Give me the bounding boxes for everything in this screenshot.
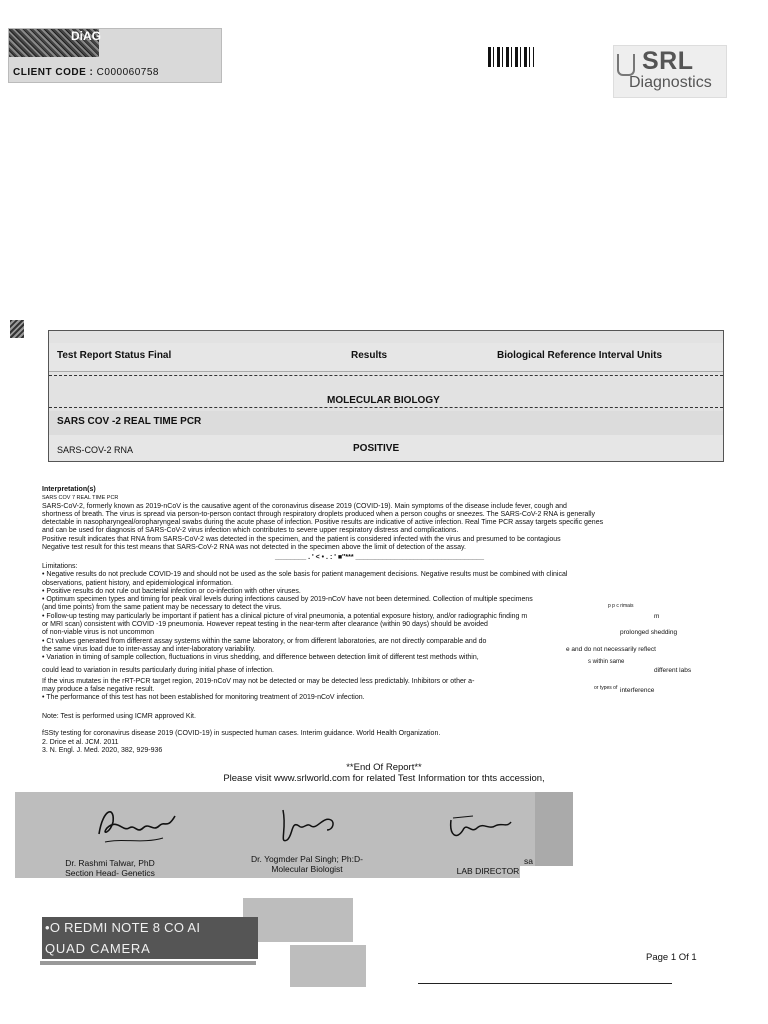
interp-line: Negative test result for this test means that SARS-CoV-2 RNA was not detected in the specimen above the limit of detection of the assay. <box>42 544 466 552</box>
qr-code-icon <box>488 47 534 67</box>
scan-fragment-text: DiAG <box>71 29 101 43</box>
col-test-status: Test Report Status Final <box>57 350 172 361</box>
side-note: different labs <box>654 666 692 674</box>
client-code-value: C000060758 <box>96 67 159 78</box>
limitation-line: or MRI scan) consistent with COVID -19 pneumonia. However repeat testing in the near-term after clearance (within 90 days) should be avoided <box>42 621 488 629</box>
limitation-line: • Variation in timing of sample collection, fluctuations in virus shedding, and difference between detection limit of different test methods within, <box>42 654 479 662</box>
client-code-strip <box>8 28 222 83</box>
references <box>42 730 440 756</box>
result-value: POSITIVE <box>353 443 400 454</box>
limitation-line: (and time points) from the same patient may be necessary to detect the virus. <box>42 604 282 612</box>
reference-item: 3. N. Engl. J. Med. 2020, 382, 929-936 <box>42 747 163 754</box>
signatory-title: LAB DIRECTOR <box>456 866 520 876</box>
limitation-line-wrap <box>42 646 717 654</box>
limitation-line-wrap <box>42 613 717 621</box>
limitation-line: may produce a false negative result. <box>42 686 155 694</box>
reference-item: 2. Drice et al. JCM. 2011 <box>42 738 119 746</box>
col-results: Results <box>351 350 388 361</box>
limitation-line: could lead to variation in results particularly during initial phase of infection. <box>42 666 274 674</box>
signatory-2 <box>227 854 387 874</box>
side-note: or types of <box>594 684 618 691</box>
limitation-line: • Optimum specimen types and timing for peak viral levels during infections caused by 2019-nCoV have not been determined. Collection of multiple specimens <box>42 596 533 604</box>
interpretation-title: Interpretation(s) <box>42 486 96 493</box>
camera-watermark <box>42 917 258 959</box>
interp-line: and can be used for diagnosis of SARS-CoV-2 virus infection which contributes to severe upper respiratory distress and complications. <box>42 527 459 535</box>
scan-artifact-icon <box>10 320 24 338</box>
limitation-line: If the virus mutates in the rRT-PCR target region, 2019-nCoV may not be detected or may be detected less predictably. Inhibitors or other a- <box>42 677 475 685</box>
signatory-1 <box>55 858 165 878</box>
limitation-line: • The performance of this test has not been established for monitoring treatment of 2019-nCoV infection. <box>42 694 365 702</box>
limitations-section <box>42 563 717 703</box>
interpretation-subtitle: SARS COV 7 REAL TIME PCR <box>42 495 119 502</box>
department-name: MOLECULAR BIOLOGY <box>327 395 440 406</box>
client-code-label: CLIENT CODE : <box>13 67 94 78</box>
side-note: p p c rimais <box>608 603 634 610</box>
limitation-line-wrap <box>42 654 717 666</box>
result-name: SARS-COV-2 RNA <box>57 445 134 455</box>
footer-rule <box>418 983 672 984</box>
scan-line <box>40 961 256 965</box>
logo-subtitle: Diagnostics <box>629 74 712 91</box>
limitation-line: • Negative results do not preclude COVID-19 and should not be used as the sole basis for patient management decisions. Negative results must be combined with clinical <box>42 571 568 579</box>
signature-band <box>15 792 573 878</box>
limitation-line-wrap <box>42 604 717 612</box>
side-note: e and do not necessarily reflect <box>566 645 656 653</box>
divider <box>49 375 723 382</box>
signatory-name: Dr. Yogmder Pal Singh; Ph:D- <box>251 854 363 864</box>
limitation-line-wrap <box>42 667 717 675</box>
interp-line: detectable in nasopharyngeal/oropharyngeal swabs during the acute phase of infection. Positive results are indicative of active infection. Real Time PCR assay targets specific genes <box>42 519 604 527</box>
reference-item: fSSty testing for coronavirus disease 2019 (COVID-19) in suspected human cases. Interim guidance. World Health Organization. <box>42 730 441 737</box>
limitation-line-wrap <box>42 629 717 637</box>
limitation-line: the same virus load due to inter-assay and inter-laboratory variability. <box>42 645 256 653</box>
scan-block <box>290 945 366 987</box>
interp-line: shortness of breath. The virus is spread via person-to-person contact through respiratory droplets produced when a person coughs or sneezes. The SARS-CoV-2 RNA is generally <box>42 510 596 518</box>
table-header <box>49 343 723 372</box>
col-reference: Biological Reference Interval Units <box>497 350 663 361</box>
kit-note: Note: Test is performed using ICMR approved Kit. <box>42 713 196 720</box>
department-row <box>49 389 723 409</box>
watermark-line1: •O REDMI NOTE 8 CO AI <box>45 920 201 935</box>
test-name: SARS COV -2 REAL TIME PCR <box>57 416 202 427</box>
result-row <box>49 435 723 461</box>
limitation-line-wrap <box>42 686 717 694</box>
end-of-report: **End Of Report** <box>346 762 422 773</box>
page-number: Page 1 Of 1 <box>646 952 697 963</box>
interp-line: SARS-CoV-2, formerly known as 2019-nCoV is the causative agent of the coronavirus disease 2019 (COVID-19). Main symptoms of the disease include fever, cough and <box>42 502 567 510</box>
side-note: s within same <box>588 659 625 666</box>
watermark-line2: QUAD CAMERA <box>45 941 151 956</box>
results-table <box>48 330 724 462</box>
signature-director <box>445 806 515 846</box>
test-row <box>49 411 723 436</box>
scan-gap <box>520 866 574 878</box>
limitation-line: • Positive results do not rule out bacterial infection or co-infection with other viruses. <box>42 587 301 595</box>
srl-logo <box>613 45 727 98</box>
flask-icon <box>617 54 635 76</box>
limitation-line: • Ct values generated from different assay systems within the same laboratory, or from different laboratories, are not directly comparable and do <box>42 637 487 645</box>
limitation-line: of non-viable virus is not uncommon <box>42 629 155 637</box>
signature-yogi <box>273 800 343 850</box>
signature-rashmi <box>93 798 183 848</box>
signatory-name: sa <box>524 856 533 866</box>
logo-brand: SRL <box>642 47 694 75</box>
limitation-line: • Follow-up testing may particularly be important if patient has a clinical picture of viral pneumonia, a potential exposure history, and/or radiographic finding m <box>42 612 528 620</box>
visit-line: Please visit www.srlworld.com for related Test Information tor thts accession, <box>223 773 545 784</box>
client-code <box>13 67 159 78</box>
signatory-name: Dr. Rashmi Talwar, PhD <box>65 858 155 868</box>
garbled-line: ________ . ' < • . : ' ■''*** _________________________________ <box>275 554 484 562</box>
limitation-line: observations, patient history, and epidemiological information. <box>42 579 233 587</box>
scan-block <box>243 898 353 942</box>
interpretation-section <box>42 486 717 563</box>
interp-line: Positive result indicates that RNA from SARS-CoV-2 was detected in the specimen, and the patient is considered infected with the virus and presumed to be contagious <box>42 535 561 543</box>
side-note: interference <box>620 687 655 695</box>
limitations-title: Limitations: <box>42 563 78 570</box>
side-note: prolonged shedding <box>620 629 678 637</box>
signatory-title: Section Head- Genetics <box>65 868 155 878</box>
signatory-title: Molecular Biologist <box>271 864 343 874</box>
side-note: m <box>654 612 660 620</box>
